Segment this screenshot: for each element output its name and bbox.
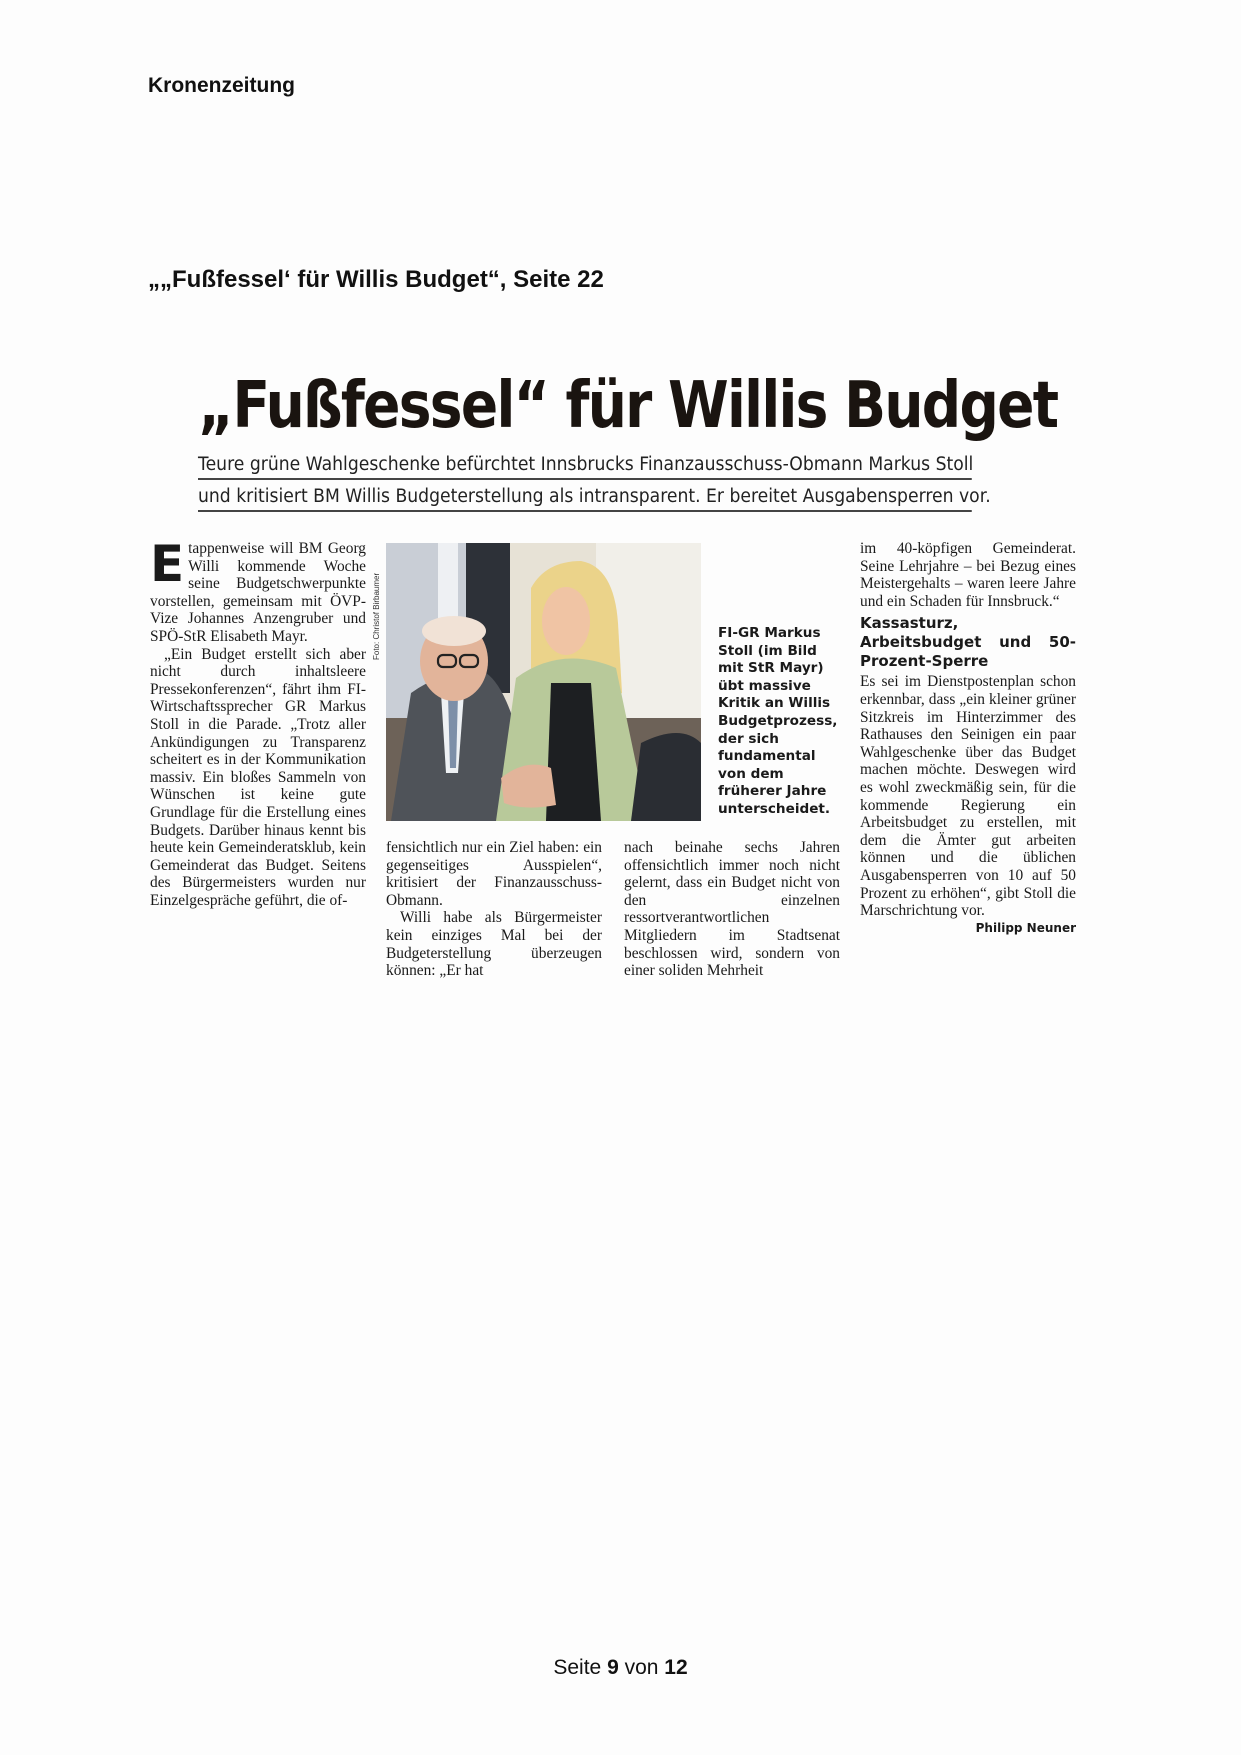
article-photo: [386, 543, 701, 821]
article-column-1: [150, 535, 366, 909]
section-subheading: Kassasturz, Arbeitsbudget und 50-Prozent-Sperre: [860, 614, 1076, 671]
current-page-number: 9: [607, 1656, 619, 1679]
paragraph: „Ein Budget erstellt sich aber nicht durch inhaltsleere Pressekonferenzen“, fährt ihm FI-Wirtschaftssprecher GR Markus Stoll in die Parade. „Trotz aller Ankündigungen zu Transparenz scheitert es in der Kommunikation massiv. Ein bloßes Sammeln von Wünschen ist keine gute Grundlage für die Erstellung eines Budgets. Darüber hinaus kennt bis heute kein Gemeinderatsklub, kein Gemeinderat das Budget. Seitens des Bürgermeisters wurden nur Einzelgespräche geführt, die of-: [150, 645, 366, 909]
article-column-4: [860, 540, 1076, 937]
page-number-footer: [0, 1656, 1241, 1680]
paragraph: fensichtlich nur ein Ziel haben: ein gegenseitiges Ausspielen“, kritisiert der Finanzausschuss-Obmann.: [386, 839, 602, 909]
article-column-3: [624, 839, 840, 980]
paragraph: [860, 673, 1076, 935]
total-page-count: 12: [664, 1656, 688, 1679]
footer-prefix: Seite: [553, 1656, 602, 1679]
article-column-2: [386, 839, 602, 980]
paragraph: tappenweise will BM Georg Willi kommende Woche seine Budgetschwerpunkte vorstellen, gemeinsam mit ÖVP-Vize Johannes Anzengruber und SPÖ-StR Elisabeth Mayr.: [150, 540, 366, 645]
author-byline: Philipp Neuner: [975, 920, 1076, 935]
publication-name: Kronenzeitung: [148, 74, 295, 97]
photo-credit: Foto: Christof Birbaumer: [372, 572, 381, 660]
article-reference-title: „„Fußfessel‘ für Willis Budget“, Seite 22: [148, 266, 604, 293]
paragraph: nach beinahe sechs Jahren offensichtlich immer noch nicht gelernt, dass ein Budget nicht von den einzelnen ressortverantwortlichen Mitgliedern im Stadtsenat beschlossen wird, sondern von einer soliden Mehrheit: [624, 839, 840, 980]
paragraph: im 40-köpfigen Gemeinderat. Seine Lehrjahre – bei Bezug eines Meistergehalts – waren leere Jahre und ein Schaden für Innsbruck.“: [860, 540, 1076, 610]
article-headline: „Fußfessel“ für Willis Budget: [198, 369, 1058, 443]
footer-separator: von: [624, 1656, 659, 1679]
paragraph-text: Es sei im Dienstpostenplan schon erkennbar, dass „ein kleiner grüner Sitzkreis im Hinterzimmer des Rathauses den Seinigen ein paar Wahlgeschenke über das Budget machen möchte. Deswegen wird es wohl zweckmäßig sein, für die kommende Regierung ein Arbeitsbudget zu erstellen, mit dem die Ämter gut arbeiten können und die üblichen Ausgabensperren von 10 auf 50 Prozent zu erhöhen“, gibt Stoll die Marschrichtung vor.: [860, 673, 1076, 920]
article-subheadline-line-1: Teure grüne Wahlgeschenke befürchtet Innsbrucks Finanzausschuss-Obmann Markus Stoll: [198, 452, 972, 480]
paragraph: Willi habe als Bürgermeister kein einziges Mal bei der Budgeterstellung überzeugen können: „Er hat: [386, 909, 602, 980]
drop-cap: E: [150, 535, 185, 593]
article-subheadline-line-2: und kritisiert BM Willis Budgeterstellung als intransparent. Er bereitet Ausgabensperren vor.: [198, 484, 972, 512]
photo-caption: FI-GR Markus Stoll (im Bild mit StR Mayr) übt massive Kritik an Willis Budgetprozess, der sich fundamental von dem früherer Jahre unterscheidet.: [718, 625, 838, 817]
newspaper-clipping: [148, 360, 1078, 990]
